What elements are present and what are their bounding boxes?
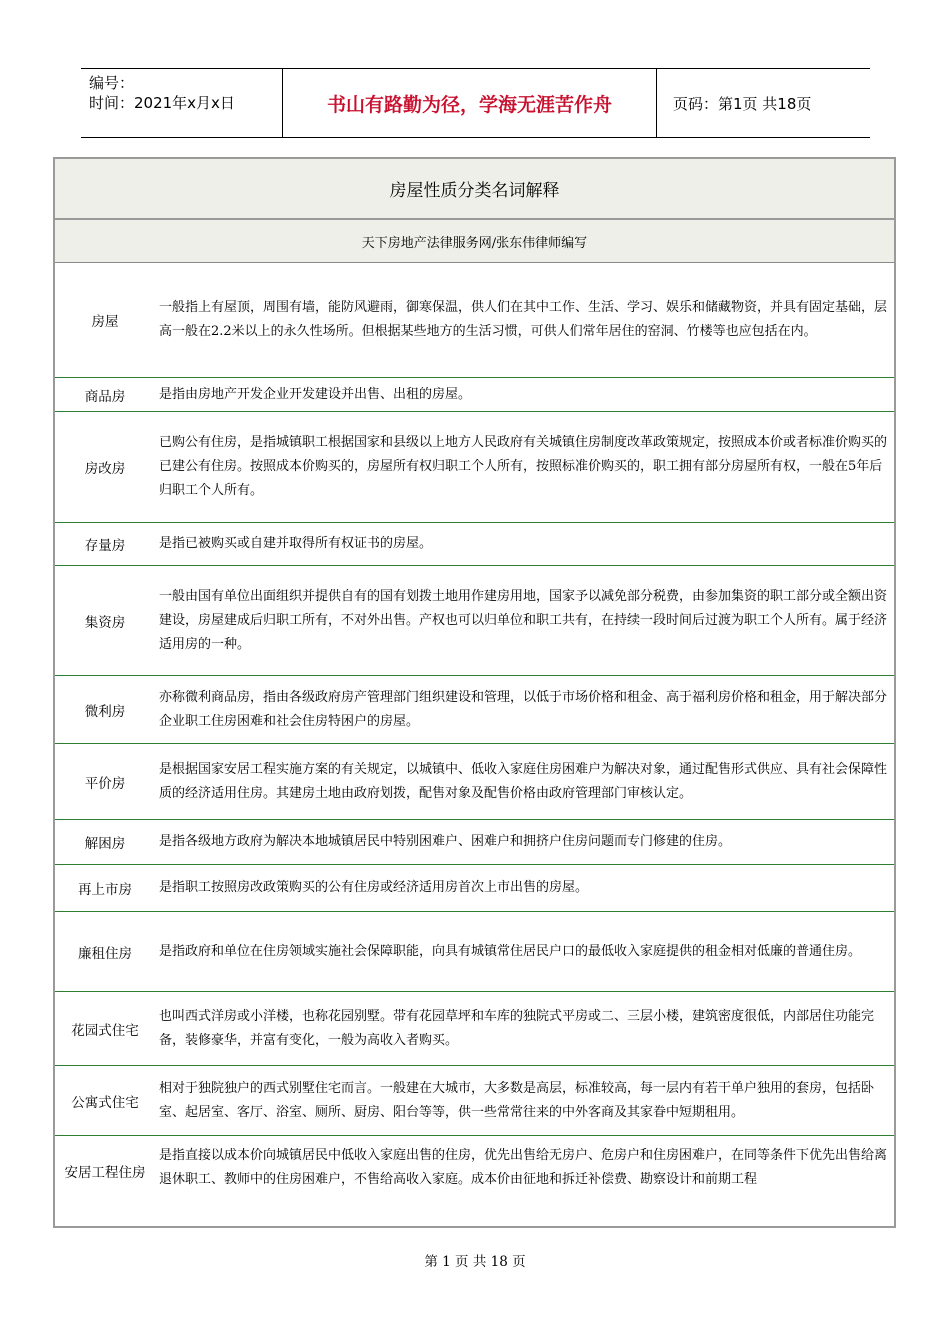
definition-cell <box>155 263 894 377</box>
table-row <box>55 523 894 566</box>
table-row <box>55 744 894 820</box>
definition-cell <box>155 1066 894 1135</box>
term-cell: 再上市房 <box>78 882 132 898</box>
table-row <box>55 992 894 1066</box>
page-label <box>665 69 870 137</box>
definition-text: 是指政府和单位在住房领域实施社会保障职能，向具有城镇常住居民户口的最低收入家庭提供的租金相对低廉的普通住房。 <box>159 943 862 959</box>
table-row <box>55 912 894 992</box>
table-row <box>55 676 894 744</box>
definitions-table <box>53 157 896 1228</box>
page-footer: 第 1 页 共 18 页 <box>424 1254 526 1270</box>
table-row <box>55 1066 894 1136</box>
term-cell: 公寓式住宅 <box>71 1094 139 1111</box>
definition-text: 相对于独院独户的西式别墅住宅而言。一般建在大城市，大多数是高层，标准较高，每一层内有若干单户独用的套房，包括卧室、起居室、客厅、浴室、厕所、厨房、阳台等等，供一些常常往来的中外客商及其家眷中短期租用。 <box>159 1080 875 1120</box>
definition-cell <box>155 412 894 522</box>
definition-text: 已购公有住房，是指城镇职工根据国家和县级以上地方人民政府有关城镇住房制度改革政策规定，按照成本价或者标准价购买的已建公有住房。按照成本价购买的，房屋所有权归职工个人所有，按照标准价购买的，职工拥有部分房屋所有权，一般在5年后归职工个人所有。 <box>159 435 888 498</box>
definition-text: 是指各级地方政府为解决本地城镇居民中特别困难户、困难户和拥挤户住房问题而专门修建的住房。 <box>159 834 732 849</box>
table-row <box>55 412 894 523</box>
table-row <box>55 1136 894 1216</box>
document-title: 房屋性质分类名词解释 <box>55 159 894 220</box>
definition-cell <box>155 744 894 819</box>
definition-cell <box>155 912 894 991</box>
definition-text: 是根据国家安居工程实施方案的有关规定，以城镇中、低收入家庭住房困难户为解决对象，通过配售形式供应、具有社会保障性质的经济适用住房。其建房土地由政府划拨，配售对象及配售价格由政府管理部门审核认定。 <box>159 761 888 801</box>
table-row <box>55 566 894 676</box>
definition-text: 是指已被购买或自建并取得所有权证书的房屋。 <box>159 536 433 551</box>
term-cell: 房屋 <box>91 314 119 330</box>
definition-text: 一般指上有屋顶，周围有墙，能防风避雨，御寒保温，供人们在其中工作、生活、学习、娱乐和储藏物资，并具有固定基础，层高一般在2.2米以上的永久性场所。但根据某些地方的生活习惯，可供人们常年居住的窑洞、竹楼等也应包括在内。 <box>159 300 888 339</box>
term-cell: 平价房 <box>84 775 126 792</box>
time-label: 时间：2021年x月x日 <box>89 94 235 112</box>
motto: 书山有路勤为径，学海无涯苦作舟 <box>282 69 657 137</box>
page-label-text: 页码：第1页 共18页 <box>673 94 812 113</box>
term-cell: 解困房 <box>84 836 126 852</box>
definition-text: 是指由房地产开发企业开发建设并出售、出租的房屋。 <box>159 386 472 402</box>
definition-cell <box>155 1136 894 1192</box>
term-cell: 存量房 <box>84 538 126 554</box>
definition-text: 亦称微利商品房，指由各级政府房产管理部门组织建设和管理，以低于市场价格和租金、高于福利房价格和租金，用于解决部分企业职工住房困难和社会住房特困户的房屋。 <box>159 689 888 729</box>
definition-cell <box>155 865 894 911</box>
definition-text: 一般由国有单位出面组织并提供自有的国有划拨土地用作建房用地，国家予以减免部分税费，由参加集资的职工部分或全额出资建设，房屋建成后归职工所有，不对外出售。产权也可以归单位和职工共有，在持续一段时间后过渡为职工个人所有。属于经济适用房的一种。 <box>159 588 888 652</box>
page-header <box>81 68 870 138</box>
definition-cell <box>155 820 894 864</box>
term-cell: 微利房 <box>84 703 126 720</box>
term-cell: 安居工程住房 <box>64 1165 146 1181</box>
definition-cell <box>155 676 894 743</box>
definition-cell <box>155 566 894 675</box>
definition-text: 是指直接以成本价向城镇居民中低收入家庭出售的住房，优先出售给无房户、危房户和住房困难户，在同等条件下优先出售给离退休职工、教师中的住房困难户，不售给高收入家庭。成本价由征地和拆迁补偿费、勘察设计和前期工程 <box>159 1148 888 1187</box>
number-label: 编号： <box>89 74 135 92</box>
term-cell: 商品房 <box>84 388 126 405</box>
definition-cell <box>155 378 894 411</box>
term-cell: 集资房 <box>84 614 126 631</box>
definition-text: 也叫西式洋房或小洋楼，也称花园别墅。带有花园草坪和车库的独院式平房或二、三层小楼，建筑密度很低，内部居住功能完备，装修豪华，并富有变化，一般为高收入者购买。 <box>159 1008 875 1048</box>
table-row <box>55 820 894 865</box>
term-cell: 廉租住房 <box>78 945 132 962</box>
term-cell: 花园式住宅 <box>71 1022 139 1039</box>
definition-text: 是指职工按照房改政策购买的公有住房或经济适用房首次上市出售的房屋。 <box>159 880 589 895</box>
table-row <box>55 378 894 412</box>
table-row <box>55 865 894 912</box>
header-meta <box>81 69 282 137</box>
document-subtitle: 天下房地产法律服务网/张东伟律师编写 <box>55 220 894 263</box>
definition-cell <box>155 523 894 565</box>
definition-cell <box>155 992 894 1065</box>
table-row <box>55 263 894 378</box>
term-cell: 房改房 <box>84 461 126 477</box>
